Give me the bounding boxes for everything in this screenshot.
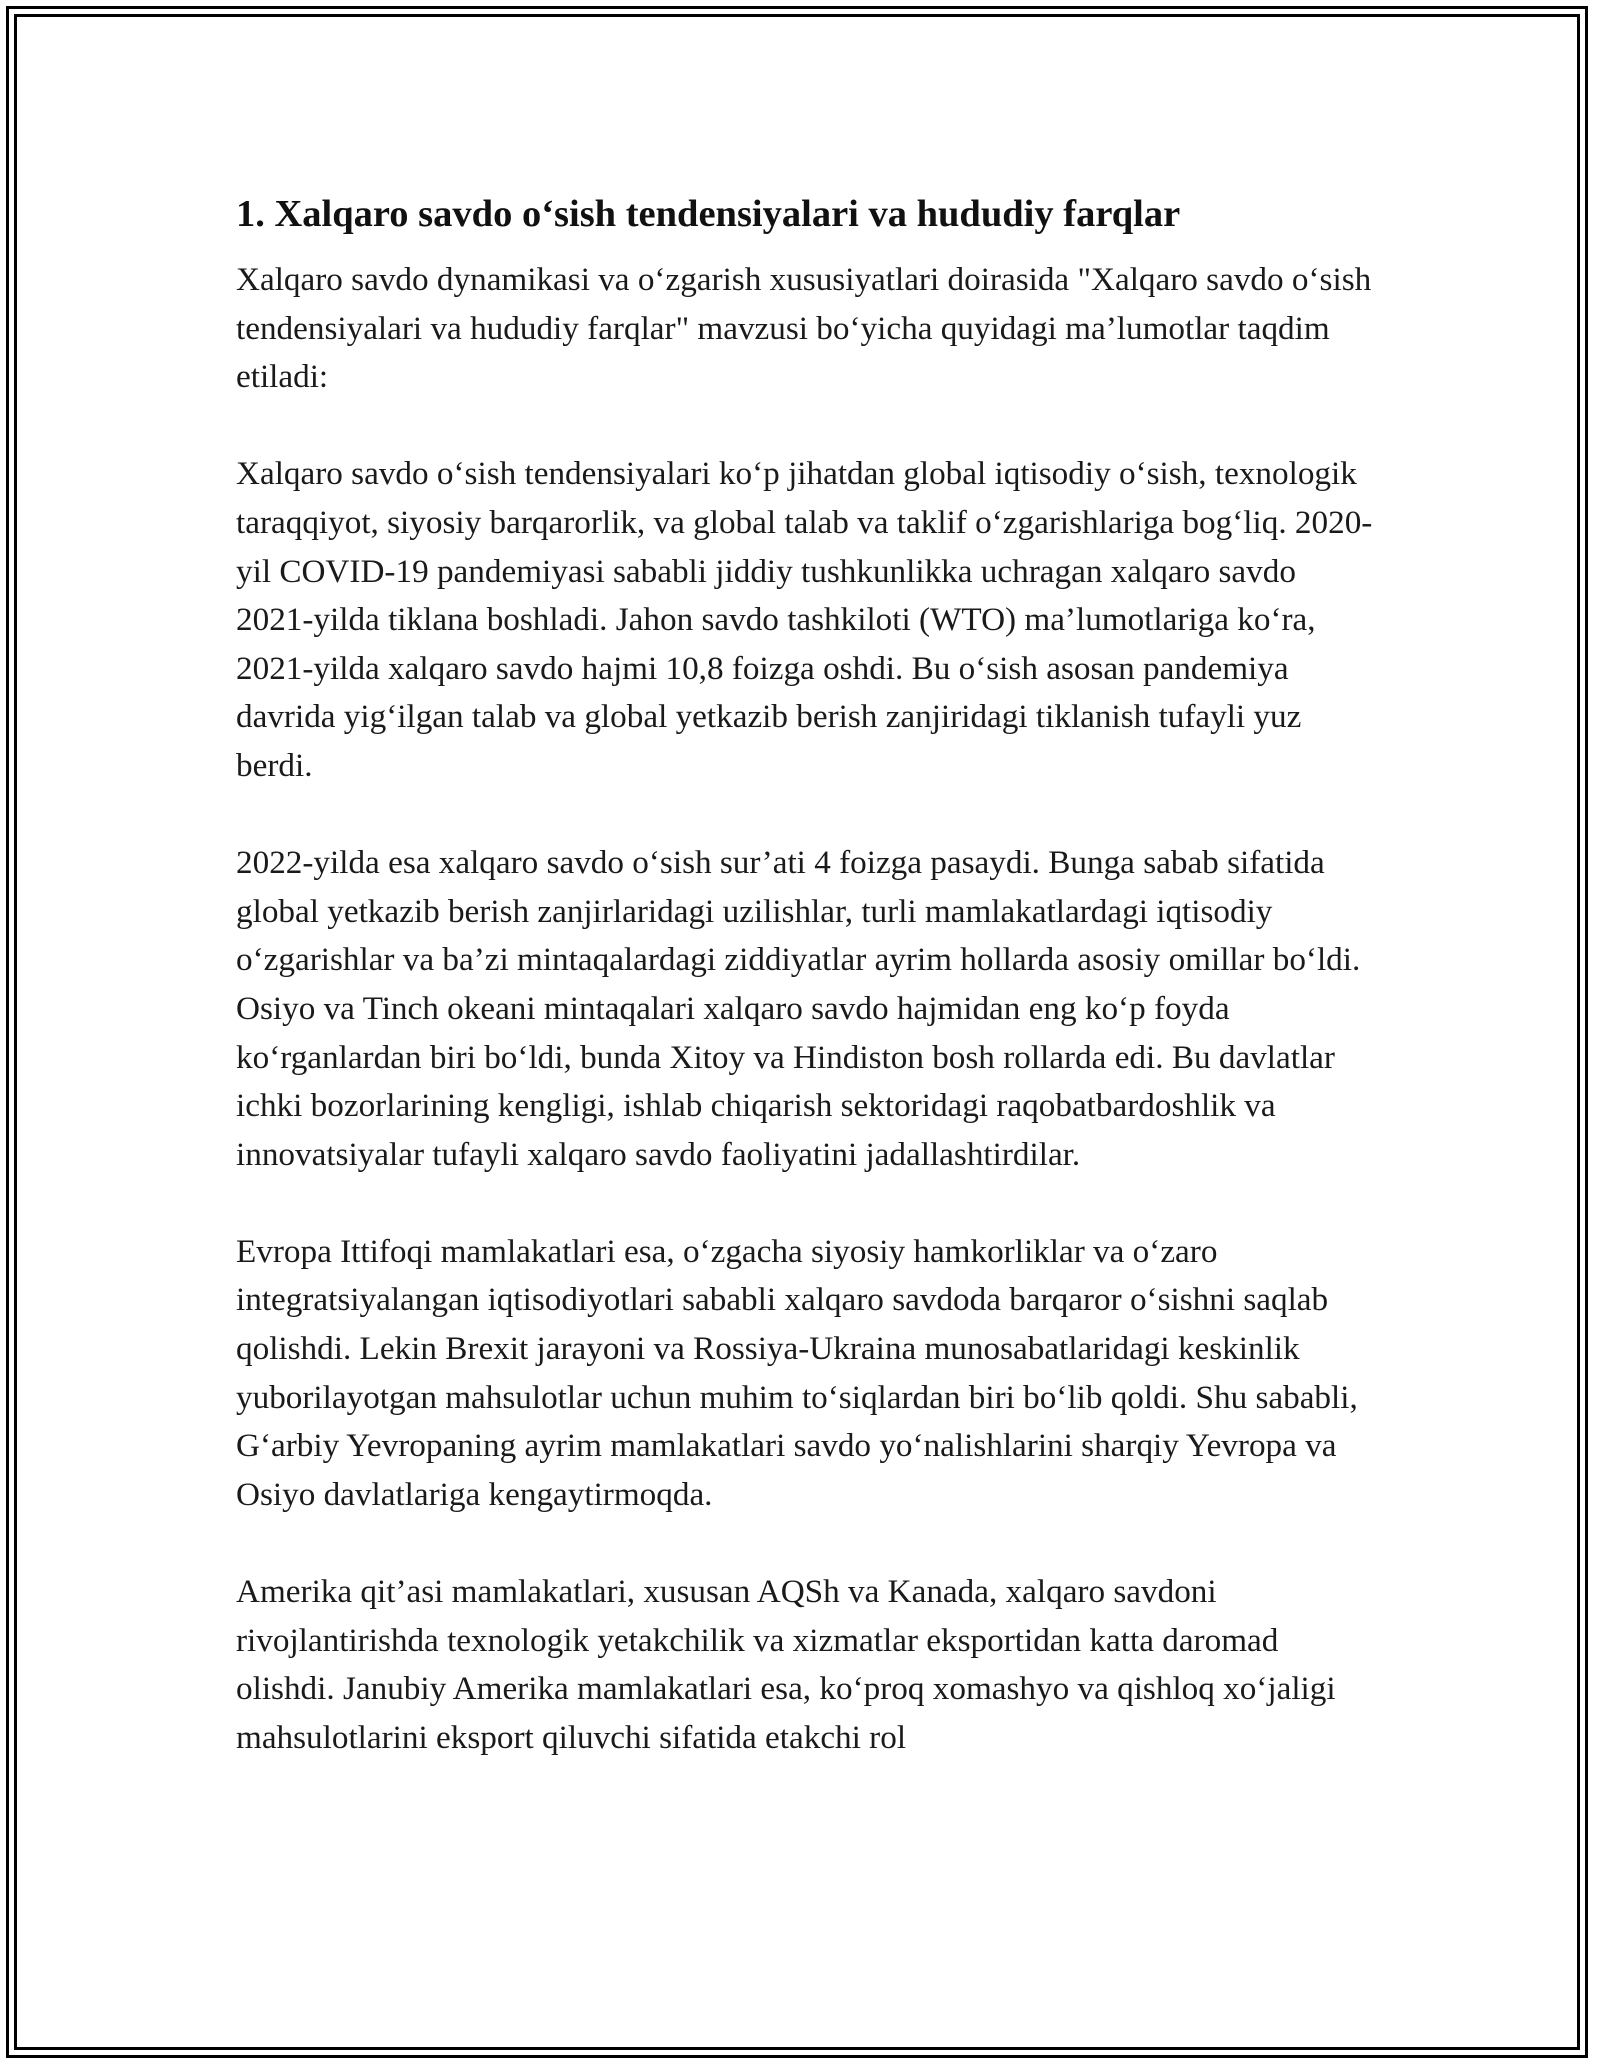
- paragraph-growth-2021: Xalqaro savdo o‘sish tendensiyalari ko‘p jihatdan global iqtisodiy o‘sish, texnologik taraqqiyot, siyosiy barqarorlik, va global talab va taklif o‘zgarishlariga bog‘liq. 2020-yil COVID-19 pandemiyasi sababli jiddiy tushkunlikka uchragan xalqaro savdo 2021-yilda tiklana boshladi. Jahon savdo tashkiloti (WTO) ma’lumotlariga ko‘ra, 2021-yilda xalqaro savdo hajmi 10,8 foizga oshdi. Bu o‘sish asosan pandemiya davrida yig‘ilgan talab va global yetkazib berish zanjiridagi tiklanish tufayli yuz berdi.: [236, 455, 1373, 784]
- paragraph-america: Amerika qit’asi mamlakatlari, xususan AQSh va Kanada, xalqaro savdoni rivojlantirishda texnologik yetakchilik va xizmatlar eksportidan katta daromad olishdi. Janubiy Amerika mamlakatlari esa, ko‘proq xomashyo va qishloq xo‘jaligi mahsulotlarini eksport qiluvchi sifatida etakchi rol: [236, 1573, 1336, 1756]
- document-heading: 1. Xalqaro savdo o‘sish tendensiyalari va hududiy farqlar: [236, 193, 1181, 235]
- paragraph-europe: Evropa Ittifoqi mamlakatlari esa, o‘zgacha siyosiy hamkorliklar va o‘zaro integratsiyalangan iqtisodiyotlari sababli xalqaro savdoda barqaror o‘sishni saqlab qolishdi. Lekin Brexit jarayoni va Rossiya-Ukraina munosabatlaridagi keskinlik yuborilayotgan mahsulotlar uchun muhim to‘siqlardan biri bo‘lib qoldi. Shu sababli, G‘arbiy Yevropaning ayrim mamlakatlari savdo yo‘nalishlarini sharqiy Yevropa va Osiyo davlatlariga kengaytirmoqda.: [236, 1232, 1358, 1513]
- paragraph-intro: Xalqaro savdo dynamikasi va o‘zgarish xususiyatlari doirasida "Xalqaro savdo o‘sish tendensiyalari va hududiy farqlar" mavzusi bo‘yicha quyidagi ma’lumotlar taqdim etiladi:: [236, 261, 1372, 396]
- document-body: [236, 186, 1376, 1811]
- paragraph-2022-asia: 2022-yilda esa xalqaro savdo o‘sish sur’ati 4 foizga pasaydi. Bunga sabab sifatida global yetkazib berish zanjirlaridagi uzilishlar, turli mamlakatlardagi iqtisodiy o‘zgarishlar va ba’zi mintaqalardagi ziddiyatlar ayrim hollarda asosiy omillar bo‘ldi. Osiyo va Tinch okeani mintaqalari xalqaro savdo hajmidan eng ko‘p foyda ko‘rganlardan biri bo‘ldi, bunda Xitoy va Hindiston bosh rollarda edi. Bu davlatlar ichki bozorlarining kengligi, ishlab chiqarish sektoridagi raqobatbardoshlik va innovatsiyalar tufayli xalqaro savdo faoliyatini jadallashtirdilar.: [236, 844, 1361, 1173]
